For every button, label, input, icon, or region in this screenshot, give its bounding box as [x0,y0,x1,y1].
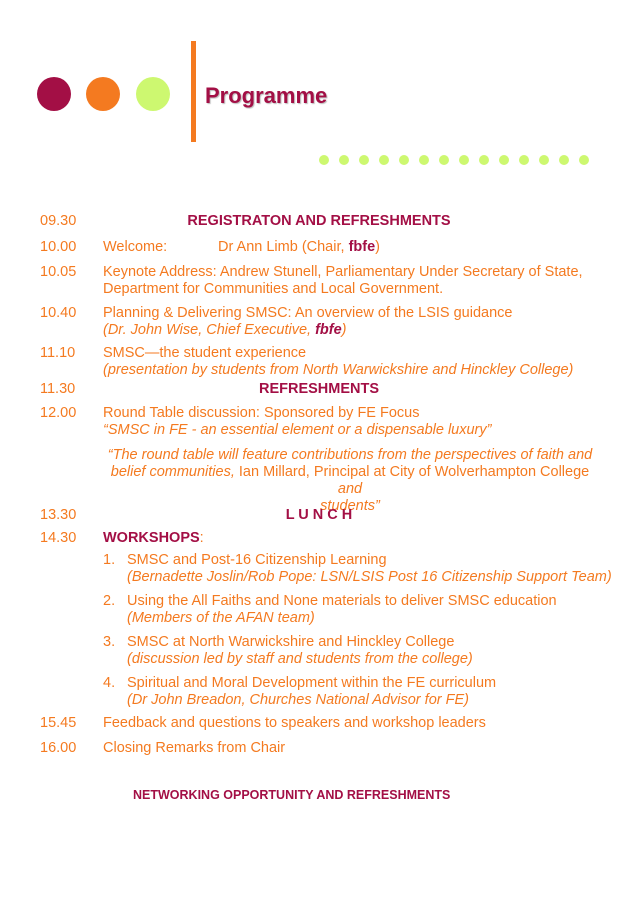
dot-icon [519,155,529,165]
item-time: 10.00 [40,239,77,255]
dot-icon [399,155,409,165]
colon: : [199,530,204,546]
workshop-text [127,634,473,668]
workshop-number: 3. [103,634,116,650]
dot-icon [419,155,429,165]
dot-icon [579,155,589,165]
workshop-title: SMSC and Post-16 Citizenship Learning [127,552,387,568]
item-heading: REFRESHMENTS [258,381,380,397]
heading-text: WORKSHOPS [103,530,200,546]
workshop-title: SMSC at North Warwickshire and Hinckley College [127,634,455,650]
dot-icon [359,155,369,165]
round-table-quote [103,447,597,515]
item-line: “SMSC in FE - an essential element or a dispensable luxury” [103,422,492,438]
closing-paren: ) [341,322,347,338]
dot-icon [539,155,549,165]
dot-icon [459,155,469,165]
vertical-divider [191,41,196,142]
dot-icon [559,155,569,165]
quote-segment: and [337,481,363,497]
item-label: Welcome: [103,239,168,255]
item-line: Round Table discussion: Sponsored by FE Focus [103,405,420,421]
item-line: Planning & Delivering SMSC: An overview of the LSIS guidance [103,305,513,321]
item-text: Closing Remarks from Chair [103,740,286,756]
speaker-text: Dr Ann Limb (Chair, [218,239,349,255]
dot-icon [319,155,329,165]
workshop-number: 1. [103,552,116,568]
workshop-detail: (Bernadette Joslin/Rob Pope: LSN/LSIS Post 16 Citizenship Support Team) [127,569,612,585]
item-time: 15.45 [40,715,77,731]
item-time: 11.30 [40,381,76,397]
quote-line: “The round table will feature contributions from the perspectives of faith and [107,447,593,463]
quote-segment: belief communities, [110,464,235,480]
dot-row [315,155,595,167]
plum-circle-icon [37,77,71,111]
org-name: fbfe [348,239,376,255]
footer-networking: NETWORKING OPPORTUNITY AND REFRESHMENTS [133,788,451,802]
workshop-title: Spiritual and Moral Development within the FE curriculum [127,675,497,691]
orange-circle-icon [86,77,120,111]
dot-icon [479,155,489,165]
dot-icon [339,155,349,165]
org-name: fbfe [315,322,342,338]
item-content [103,405,603,439]
item-time: 09.30 [40,213,77,229]
item-content [103,345,603,379]
quote-segment: Ian Millard, Principal at City of Wolverhampton College [234,464,590,480]
workshop-detail: (discussion led by staff and students from the college) [127,651,473,667]
item-time: 13.30 [40,507,77,523]
dot-icon [379,155,389,165]
page-title: Programme [205,83,328,108]
item-speaker [218,239,380,256]
item-time: 10.05 [40,264,77,280]
item-content [103,264,603,298]
workshop-text [127,675,496,709]
item-line: Keynote Address: Andrew Stunell, Parliamentary Under Secretary of State, [103,264,583,280]
lime-circle-icon [136,77,170,111]
quote-line: students” [320,498,380,514]
item-heading: L U N C H [285,507,353,523]
item-line: Department for Communities and Local Government. [103,281,444,297]
item-heading: REGISTRATON AND REFRESHMENTS [187,213,451,229]
item-time: 14.30 [40,530,77,546]
item-line: (presentation by students from North Warwickshire and Hinckley College) [103,362,574,378]
workshop-title: Using the All Faiths and None materials to deliver SMSC education [127,593,557,609]
item-text: Feedback and questions to speakers and workshop leaders [103,715,486,731]
item-time: 12.00 [40,405,77,421]
dot-icon [499,155,509,165]
item-time: 10.40 [40,305,77,321]
item-time: 16.00 [40,740,77,756]
header [0,0,638,200]
item-time: 11.10 [40,345,76,361]
item-line: SMSC—the student experience [103,345,307,361]
workshop-number: 4. [103,675,116,691]
item-content [103,305,603,339]
workshop-text [127,593,557,627]
workshop-number: 2. [103,593,116,609]
workshop-detail: (Dr John Breadon, Churches National Advisor for FE) [127,692,469,708]
speaker-text: (Dr. John Wise, Chief Executive, [103,322,316,338]
quote-line [103,464,597,498]
dot-icon [439,155,449,165]
item-line [103,322,603,339]
workshop-detail: (Members of the AFAN team) [127,610,315,626]
workshops-heading [103,530,603,547]
closing-paren: ) [375,239,380,255]
workshop-text [127,552,612,586]
